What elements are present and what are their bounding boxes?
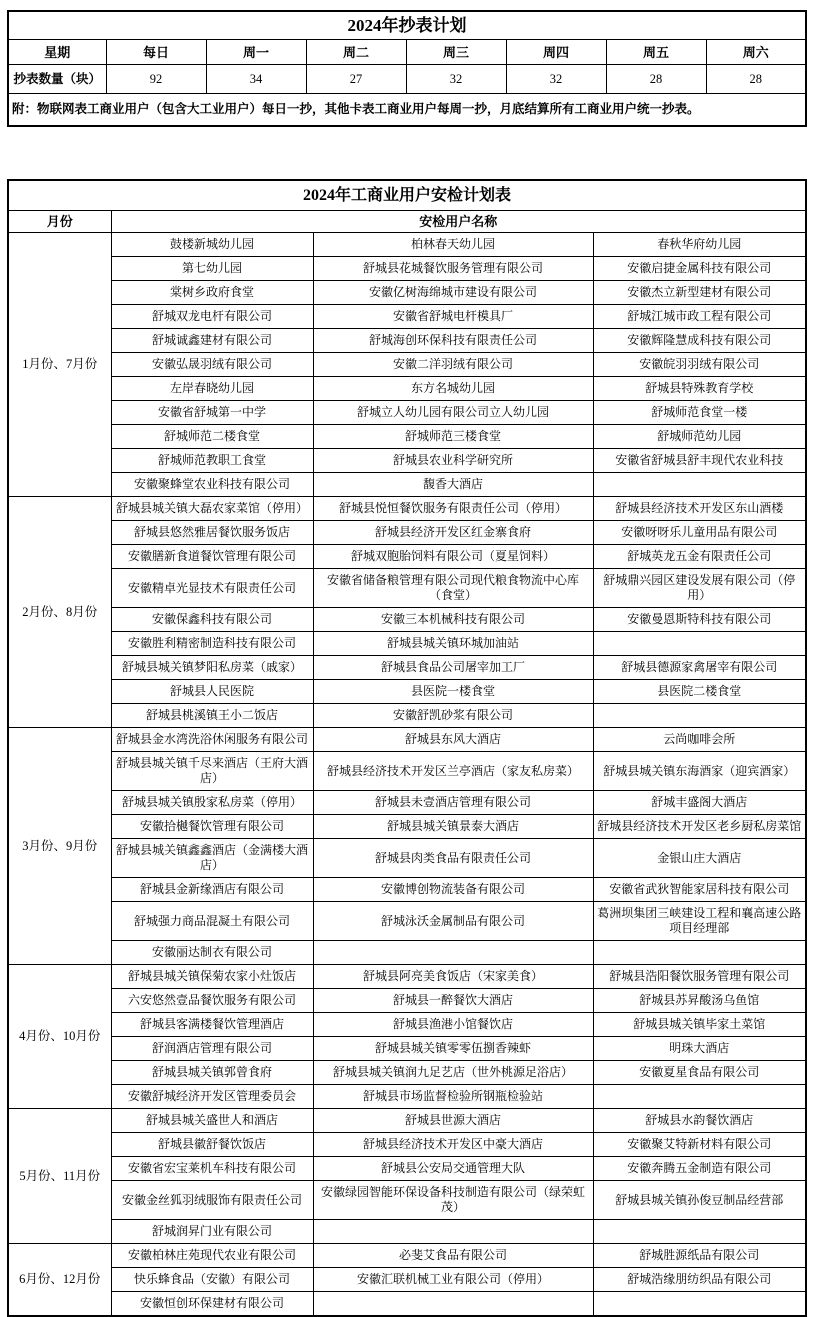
user-cell: 舒城县未壹酒店管理有限公司	[313, 791, 593, 815]
inspection-row	[8, 815, 806, 839]
user-cell: 东方名城幼儿园	[313, 377, 593, 401]
inspection-row	[8, 353, 806, 377]
user-cell: 安徽精卓光显技术有限责任公司	[111, 569, 313, 608]
user-cell: 舒城县城关镇梦阳私房菜（戚家）	[111, 656, 313, 680]
inspection-row	[8, 425, 806, 449]
user-cell: 安徽亿树海绵城市建设有限公司	[313, 281, 593, 305]
inspection-row	[8, 521, 806, 545]
user-cell: 舒城县经济开发区红金寨食府	[313, 521, 593, 545]
inspection-row	[8, 305, 806, 329]
meter-value-cell: 28	[706, 65, 806, 94]
user-cell: 柏林春天幼儿园	[313, 233, 593, 257]
user-cell: 舒城县食品公司屠宰加工厂	[313, 656, 593, 680]
user-cell	[593, 1085, 806, 1109]
user-cell	[313, 1220, 593, 1244]
inspection-row	[8, 680, 806, 704]
inspection-table-title: 2024年工商业用户安检计划表	[8, 180, 806, 211]
user-cell: 舒城师范三楼食堂	[313, 425, 593, 449]
meter-value-cell: 28	[606, 65, 706, 94]
inspection-row	[8, 839, 806, 878]
user-cell: 舒城县德源家禽屠宰有限公司	[593, 656, 806, 680]
user-cell: 舒城江城市政工程有限公司	[593, 305, 806, 329]
user-cell: 舒城诚鑫建材有限公司	[111, 329, 313, 353]
user-cell: 舒城县城关镇环城加油站	[313, 632, 593, 656]
inspection-row	[8, 656, 806, 680]
user-cell: 安徽保鑫科技有限公司	[111, 608, 313, 632]
user-cell: 舒城双龙电杆有限公司	[111, 305, 313, 329]
meter-header-cell: 周六	[706, 40, 806, 65]
user-cell: 舒城县城关镇孙俊豆制品经营部	[593, 1181, 806, 1220]
inspection-row	[8, 1061, 806, 1085]
user-cell: 安徽夏星食品有限公司	[593, 1061, 806, 1085]
user-cell: 安徽柏林庄苑现代农业有限公司	[111, 1244, 313, 1268]
user-cell: 安徽胜利精密制造科技有限公司	[111, 632, 313, 656]
user-cell: 安徽聚艾特新材料有限公司	[593, 1133, 806, 1157]
user-cell: 舒城丰盛阁大酒店	[593, 791, 806, 815]
user-cell: 县医院二楼食堂	[593, 680, 806, 704]
user-cell: 安徽聚蜂堂农业科技有限公司	[111, 473, 313, 497]
user-cell: 舒城县客满楼餐饮管理酒店	[111, 1013, 313, 1037]
meter-row-label: 抄表数量（块）	[8, 65, 106, 94]
inspection-row	[8, 965, 806, 989]
user-cell: 安徽膳新食道餐饮管理有限公司	[111, 545, 313, 569]
user-cell: 舒城县渔港小馆餐饮店	[313, 1013, 593, 1037]
user-cell: 舒城县农业科学研究所	[313, 449, 593, 473]
user-cell: 安徽省宏宝莱机车科技有限公司	[111, 1157, 313, 1181]
user-cell: 馥香大酒店	[313, 473, 593, 497]
user-cell: 舒城县城关镇景泰大酒店	[313, 815, 593, 839]
user-cell: 明珠大酒店	[593, 1037, 806, 1061]
inspection-row	[8, 1157, 806, 1181]
meter-values-row	[8, 65, 806, 94]
user-cell	[313, 1292, 593, 1317]
inspection-row	[8, 878, 806, 902]
user-cell: 六安悠然壹品餐饮服务有限公司	[111, 989, 313, 1013]
user-cell: 舒润酒店管理有限公司	[111, 1037, 313, 1061]
user-cell: 舒城县城关镇保菊农家小灶饭店	[111, 965, 313, 989]
user-cell: 舒城县经济技术开发区兰亭酒店（家友私房菜）	[313, 752, 593, 791]
user-cell: 安徽汇联机械工业有限公司（停用）	[313, 1268, 593, 1292]
inspection-row	[8, 569, 806, 608]
user-cell: 舒城县城关镇鑫鑫酒店（金满楼大酒店）	[111, 839, 313, 878]
user-cell: 安徽奔腾五金制造有限公司	[593, 1157, 806, 1181]
user-cell: 舒城鼎兴园区建设发展有限公司（停用）	[593, 569, 806, 608]
meter-header-cell: 周四	[506, 40, 606, 65]
user-cell: 舒城县城关镇千尽来酒店（王府大酒店）	[111, 752, 313, 791]
month-cell: 6月份、12月份	[8, 1244, 111, 1317]
user-cell: 安徽舒凯砂浆有限公司	[313, 704, 593, 728]
user-cell: 安徽弘晟羽绒有限公司	[111, 353, 313, 377]
user-cell: 舒城双胞胎饲料有限公司（夏星饲料）	[313, 545, 593, 569]
user-cell: 舒城海创环保科技有限责任公司	[313, 329, 593, 353]
month-cell: 3月份、9月份	[8, 728, 111, 965]
user-cell: 舒城县金水湾洗浴休闲服务有限公司	[111, 728, 313, 752]
user-cell: 舒城县人民医院	[111, 680, 313, 704]
user-cell: 舒城县城关镇润九足艺店（世外桃源足浴店）	[313, 1061, 593, 1085]
user-cell: 舒城县经济技术开发区老乡厨私房菜馆	[593, 815, 806, 839]
user-cell: 安徽三本机械科技有限公司	[313, 608, 593, 632]
user-cell: 舒城县悦恒餐饮服务有限责任公司（停用）	[313, 497, 593, 521]
user-cell: 安徽博创物流装备有限公司	[313, 878, 593, 902]
user-cell	[313, 941, 593, 965]
user-cell: 舒城县桃溪镇王小二饭店	[111, 704, 313, 728]
meter-table-title: 2024年抄表计划	[8, 11, 806, 40]
user-cell: 舒城县阿亮美食饭店（宋家美食）	[313, 965, 593, 989]
user-cell: 舒城润昇门业有限公司	[111, 1220, 313, 1244]
user-cell	[593, 1220, 806, 1244]
month-column-header: 月份	[8, 211, 111, 233]
inspection-row	[8, 1133, 806, 1157]
user-cell: 舒城县经济技术开发区中豪大酒店	[313, 1133, 593, 1157]
user-cell: 春秋华府幼儿园	[593, 233, 806, 257]
meter-note-row	[8, 94, 806, 127]
user-cell: 安徽启捷金属科技有限公司	[593, 257, 806, 281]
meter-header-row	[8, 40, 806, 65]
user-cell: 舒城县浩阳餐饮服务管理有限公司	[593, 965, 806, 989]
meter-title-row	[8, 11, 806, 40]
user-cell: 棠树乡政府食堂	[111, 281, 313, 305]
user-cell: 舒城泳沃金属制品有限公司	[313, 902, 593, 941]
user-cell	[593, 473, 806, 497]
user-cell	[593, 704, 806, 728]
user-cell: 安徽杰立新型建材有限公司	[593, 281, 806, 305]
user-cell: 必斐艾食品有限公司	[313, 1244, 593, 1268]
user-cell: 安徽丽达制衣有限公司	[111, 941, 313, 965]
meter-header-cell: 星期	[8, 40, 106, 65]
inspection-title-row	[8, 180, 806, 211]
meter-value-cell: 34	[206, 65, 306, 94]
meter-value-cell: 92	[106, 65, 206, 94]
user-cell: 舒城县东风大酒店	[313, 728, 593, 752]
inspection-row	[8, 401, 806, 425]
user-cell: 舒城县苏昇酸汤乌鱼馆	[593, 989, 806, 1013]
meter-header-cell: 周二	[306, 40, 406, 65]
inspection-row	[8, 1268, 806, 1292]
user-cell: 舒城浩缘朋纺织品有限公司	[593, 1268, 806, 1292]
user-cell: 舒城县城关镇郭曾食府	[111, 1061, 313, 1085]
user-cell: 安徽省舒城电杆模具厂	[313, 305, 593, 329]
inspection-row	[8, 329, 806, 353]
user-cell: 舒城县城关盛世人和酒店	[111, 1109, 313, 1133]
inspection-row	[8, 791, 806, 815]
user-cell: 快乐蜂食品（安徽）有限公司	[111, 1268, 313, 1292]
user-cell: 舒城师范教职工食堂	[111, 449, 313, 473]
user-cell: 舒城胜源纸品有限公司	[593, 1244, 806, 1268]
inspection-row	[8, 545, 806, 569]
user-cell: 舒城师范食堂一楼	[593, 401, 806, 425]
user-cell: 舒城英龙五金有限责任公司	[593, 545, 806, 569]
user-cell: 舒城县世源大酒店	[313, 1109, 593, 1133]
user-cell: 安徽省舒城第一中学	[111, 401, 313, 425]
month-cell: 2月份、8月份	[8, 497, 111, 728]
inspection-row	[8, 1013, 806, 1037]
user-cell	[593, 632, 806, 656]
user-cell: 舒城县水韵餐饮酒店	[593, 1109, 806, 1133]
user-cell: 云尚咖啡会所	[593, 728, 806, 752]
user-cell: 舒城县城关镇东海酒家（迎宾酒家）	[593, 752, 806, 791]
user-cell: 舒城县一醉餐饮大酒店	[313, 989, 593, 1013]
user-cell: 舒城县经济技术开发区东山酒楼	[593, 497, 806, 521]
user-cell: 安徽辉隆慧成科技有限公司	[593, 329, 806, 353]
user-cell: 安徽绿园智能环保设备科技制造有限公司（绿荣虹茂）	[313, 1181, 593, 1220]
user-cell: 安徽恒创环保建材有限公司	[111, 1292, 313, 1317]
user-cell: 县医院一楼食堂	[313, 680, 593, 704]
user-cell: 安徽呀呀乐儿童用品有限公司	[593, 521, 806, 545]
user-cell: 安徽皖羽羽绒有限公司	[593, 353, 806, 377]
inspection-row	[8, 704, 806, 728]
inspection-row	[8, 632, 806, 656]
user-cell: 安徽二洋羽绒有限公司	[313, 353, 593, 377]
user-cell	[593, 941, 806, 965]
user-cell: 舒城县城关镇零零伍捌香辣虾	[313, 1037, 593, 1061]
inspection-row	[8, 902, 806, 941]
user-cell: 舒城强力商品混凝土有限公司	[111, 902, 313, 941]
user-cell: 舒城县市场监督检验所钢瓶检验站	[313, 1085, 593, 1109]
inspection-row	[8, 1109, 806, 1133]
inspection-row	[8, 449, 806, 473]
user-cell: 舒城县金新缘酒店有限公司	[111, 878, 313, 902]
user-cell: 左岸春晓幼儿园	[111, 377, 313, 401]
inspection-row	[8, 752, 806, 791]
meter-header-cell: 周三	[406, 40, 506, 65]
users-column-header: 安检用户名称	[111, 211, 806, 233]
month-cell: 4月份、10月份	[8, 965, 111, 1109]
inspection-row	[8, 1085, 806, 1109]
inspection-row	[8, 1181, 806, 1220]
user-cell: 安徽拾樾餐饮管理有限公司	[111, 815, 313, 839]
month-cell: 5月份、11月份	[8, 1109, 111, 1244]
inspection-row	[8, 473, 806, 497]
user-cell: 舒城师范幼儿园	[593, 425, 806, 449]
inspection-row	[8, 1037, 806, 1061]
user-cell: 舒城县肉类食品有限责任公司	[313, 839, 593, 878]
user-cell: 舒城县悠然雅居餐饮服务饭店	[111, 521, 313, 545]
user-cell: 舒城县城关镇大磊农家菜馆（停用）	[111, 497, 313, 521]
meter-value-cell: 27	[306, 65, 406, 94]
meter-value-cell: 32	[406, 65, 506, 94]
month-cell: 1月份、7月份	[8, 233, 111, 497]
user-cell: 鼓楼新城幼儿园	[111, 233, 313, 257]
meter-value-cell: 32	[506, 65, 606, 94]
user-cell: 舒城县花城餐饮服务管理有限公司	[313, 257, 593, 281]
inspection-row	[8, 377, 806, 401]
meter-table-note: 附：物联网表工商业用户（包含大工业用户）每日一抄，其他卡表工商业用户每周一抄，月底结算所有工商业用户统一抄表。	[8, 94, 806, 127]
user-cell: 安徽金丝狐羽绒服饰有限责任公司	[111, 1181, 313, 1220]
user-cell: 舒城立人幼儿园有限公司立人幼儿园	[313, 401, 593, 425]
meter-header-cell: 周五	[606, 40, 706, 65]
user-cell: 舒城县特殊教育学校	[593, 377, 806, 401]
user-cell: 安徽曼恩斯特科技有限公司	[593, 608, 806, 632]
inspection-row	[8, 497, 806, 521]
inspection-row	[8, 281, 806, 305]
inspection-row	[8, 233, 806, 257]
user-cell: 舒城县城关镇毕家土菜馆	[593, 1013, 806, 1037]
user-cell: 舒城县徽舒餐饮饭店	[111, 1133, 313, 1157]
user-cell: 葛洲坝集团三峡建设工程和襄高速公路项目经理部	[593, 902, 806, 941]
inspection-row	[8, 1220, 806, 1244]
user-cell: 安徽舒城经济开发区管理委员会	[111, 1085, 313, 1109]
inspection-row	[8, 989, 806, 1013]
user-cell: 安徽省储备粮管理有限公司现代粮食物流中心库（食堂）	[313, 569, 593, 608]
meter-reading-plan-table	[7, 10, 807, 127]
inspection-row	[8, 257, 806, 281]
inspection-row	[8, 608, 806, 632]
user-cell: 舒城县城关镇殷家私房菜（停用）	[111, 791, 313, 815]
meter-header-cell: 周一	[206, 40, 306, 65]
user-cell: 第七幼儿园	[111, 257, 313, 281]
user-cell: 安徽省武狄智能家居科技有限公司	[593, 878, 806, 902]
user-cell	[593, 1292, 806, 1317]
inspection-row	[8, 1244, 806, 1268]
inspection-row	[8, 1292, 806, 1317]
inspection-plan-table	[7, 179, 807, 1317]
meter-header-cell: 每日	[106, 40, 206, 65]
user-cell: 安徽省舒城县舒丰现代农业科技	[593, 449, 806, 473]
user-cell: 金银山庄大酒店	[593, 839, 806, 878]
inspection-header-row	[8, 211, 806, 233]
inspection-row	[8, 728, 806, 752]
user-cell: 舒城县公安局交通管理大队	[313, 1157, 593, 1181]
user-cell: 舒城师范二楼食堂	[111, 425, 313, 449]
inspection-row	[8, 941, 806, 965]
